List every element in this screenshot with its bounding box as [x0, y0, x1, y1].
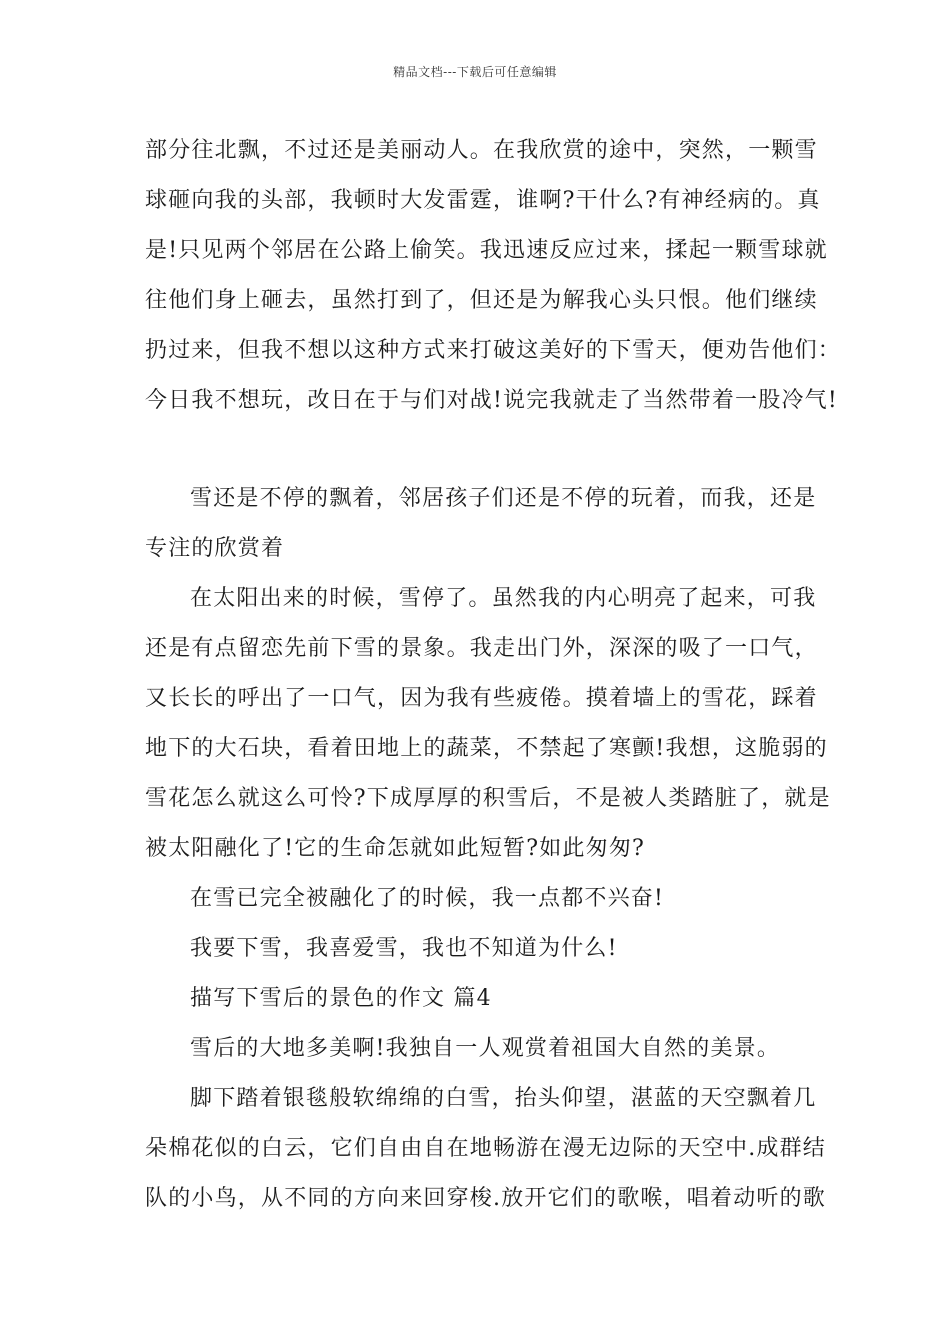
page-header: 精品文档---下载后可任意编辑 — [393, 65, 557, 79]
text-line: 往他们身上砸去，虽然打到了，但还是为解我心头只恨。他们继续 — [145, 288, 818, 313]
text-line: 朵棉花似的白云，它们自由自在地畅游在漫无边际的天空中.成群结 — [145, 1136, 826, 1161]
section-heading: 描写下雪后的景色的作文 篇4 — [190, 986, 492, 1011]
paragraph: 我要下雪，我喜爱雪，我也不知道为什么! — [190, 936, 618, 961]
text-line: 雪花怎么就这么可怜?下成厚厚的积雪后，不是被人类踏脏了，就是 — [145, 786, 831, 811]
text-line: 是!只见两个邻居在公路上偷笑。我迅速反应过来，揉起一颗雪球就 — [145, 238, 828, 263]
text-line: 部分往北飘，不过还是美丽动人。在我欣赏的途中，突然，一颗雪 — [145, 138, 818, 163]
text-line: 球砸向我的头部，我顿时大发雷霆，谁啊?干什么?有神经病的。真 — [145, 188, 821, 213]
text-line: 又长长的呼出了一口气，因为我有些疲倦。摸着墙上的雪花，踩着 — [145, 686, 818, 711]
paragraph-first-line: 在太阳出来的时候，雪停了。虽然我的内心明亮了起来，可我 — [190, 586, 817, 611]
paragraph-first-line: 雪还是不停的飘着，邻居孩子们还是不停的玩着，而我，还是 — [190, 486, 817, 511]
text-line: 被太阳融化了!它的生命怎就如此短暂?如此匆匆? — [145, 836, 646, 861]
paragraph: 雪后的大地多美啊!我独自一人观赏着祖国大自然的美景。 — [190, 1036, 781, 1061]
paragraph: 在雪已完全被融化了的时候，我一点都不兴奋! — [190, 886, 665, 911]
text-line: 还是有点留恋先前下雪的景象。我走出门外，深深的吸了一口气， — [145, 636, 818, 661]
text-line: 专注的欣赏着 — [145, 536, 285, 561]
text-line: 今日我不想玩，改日在于与们对战!说完我就走了当然带着一股冷气! — [145, 388, 838, 413]
paragraph-first-line: 脚下踏着银毯般软绵绵的白雪，抬头仰望，湛蓝的天空飘着几 — [190, 1086, 817, 1111]
text-line: 队的小鸟，从不同的方向来回穿梭.放开它们的歌喉，唱着动听的歌 — [145, 1186, 826, 1211]
text-line: 扔过来，但我不想以这种方式来打破这美好的下雪天，便劝告他们： — [145, 338, 842, 363]
text-line: 地下的大石块，看着田地上的蔬菜，不禁起了寒颤!我想，这脆弱的 — [145, 736, 828, 761]
